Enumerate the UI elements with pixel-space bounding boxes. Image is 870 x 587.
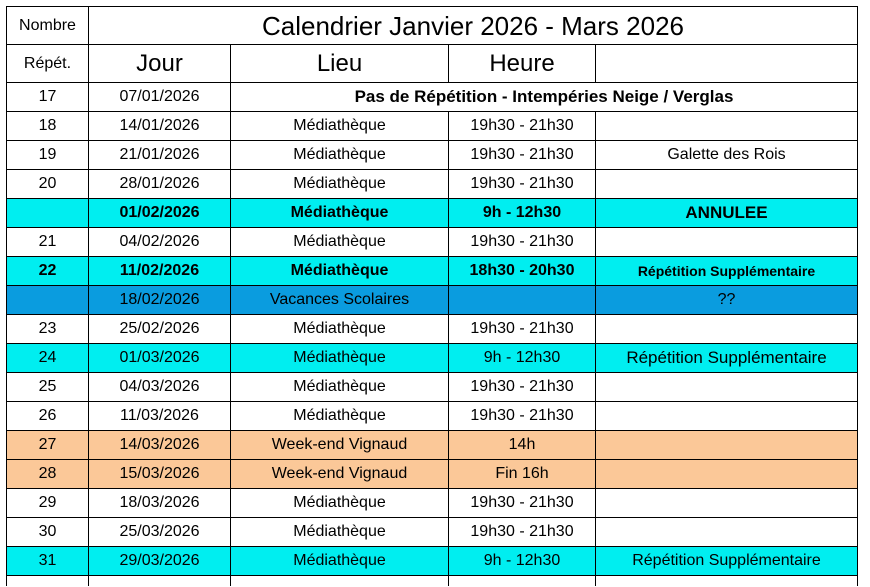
lieu-cell: Médiathèque bbox=[231, 228, 449, 257]
note-cell: Répétition Supplémentaire bbox=[596, 344, 858, 373]
lieu-cell: Week-end Vignaud bbox=[231, 431, 449, 460]
heure-cell: 19h30 - 21h30 bbox=[449, 141, 596, 170]
note-cell bbox=[596, 170, 858, 199]
table-row bbox=[7, 518, 858, 547]
empty-cell bbox=[231, 576, 449, 587]
table-row bbox=[7, 170, 858, 199]
repet-number: 29 bbox=[7, 489, 89, 518]
lieu-cell: Médiathèque bbox=[231, 170, 449, 199]
heure-cell: 9h - 12h30 bbox=[449, 199, 596, 228]
lieu-header: Lieu bbox=[231, 45, 449, 83]
note-cell bbox=[596, 460, 858, 489]
date-cell: 18/03/2026 bbox=[89, 489, 231, 518]
empty-cell bbox=[89, 576, 231, 587]
lieu-cell: Médiathèque bbox=[231, 402, 449, 431]
table-row bbox=[7, 228, 858, 257]
repet-number: 28 bbox=[7, 460, 89, 489]
lieu-cell: Médiathèque bbox=[231, 199, 449, 228]
repet-number: 21 bbox=[7, 228, 89, 257]
heure-cell: 19h30 - 21h30 bbox=[449, 228, 596, 257]
note-cell bbox=[596, 431, 858, 460]
repet-number: 26 bbox=[7, 402, 89, 431]
repet-number: 18 bbox=[7, 112, 89, 141]
note-cell: Répétition Supplémentaire bbox=[596, 547, 858, 576]
note-cell bbox=[596, 373, 858, 402]
table-row bbox=[7, 315, 858, 344]
note-cell: Répétition Supplémentaire bbox=[596, 257, 858, 286]
repet-number: 20 bbox=[7, 170, 89, 199]
date-cell: 01/02/2026 bbox=[89, 199, 231, 228]
heure-cell: Fin 16h bbox=[449, 460, 596, 489]
heure-cell: 19h30 - 21h30 bbox=[449, 489, 596, 518]
table-row bbox=[7, 460, 858, 489]
heure-cell: 19h30 - 21h30 bbox=[449, 373, 596, 402]
note-cell bbox=[596, 315, 858, 344]
calendar-table bbox=[6, 6, 858, 586]
repet-number: 19 bbox=[7, 141, 89, 170]
repet-header: Répét. bbox=[7, 45, 89, 83]
date-cell: 25/02/2026 bbox=[89, 315, 231, 344]
note-cell bbox=[596, 402, 858, 431]
note-cell bbox=[596, 489, 858, 518]
lieu-cell: Week-end Vignaud bbox=[231, 460, 449, 489]
note-cell bbox=[596, 112, 858, 141]
lieu-cell: Médiathèque bbox=[231, 141, 449, 170]
heure-cell: 19h30 - 21h30 bbox=[449, 112, 596, 141]
date-cell: 11/02/2026 bbox=[89, 257, 231, 286]
heure-cell bbox=[449, 286, 596, 315]
table-row bbox=[7, 373, 858, 402]
heure-cell: 18h30 - 20h30 bbox=[449, 257, 596, 286]
heure-cell: 19h30 - 21h30 bbox=[449, 518, 596, 547]
lieu-cell: Médiathèque bbox=[231, 315, 449, 344]
repet-number: 17 bbox=[7, 83, 89, 112]
repet-number: 22 bbox=[7, 257, 89, 286]
date-cell: 11/03/2026 bbox=[89, 402, 231, 431]
date-cell: 25/03/2026 bbox=[89, 518, 231, 547]
lieu-cell: Médiathèque bbox=[231, 489, 449, 518]
table-row bbox=[7, 141, 858, 170]
repet-number bbox=[7, 199, 89, 228]
note-cell bbox=[596, 518, 858, 547]
heure-cell: 19h30 - 21h30 bbox=[449, 402, 596, 431]
date-cell: 29/03/2026 bbox=[89, 547, 231, 576]
lieu-cell: Médiathèque bbox=[231, 257, 449, 286]
repet-number: 30 bbox=[7, 518, 89, 547]
heure-cell: 19h30 - 21h30 bbox=[449, 170, 596, 199]
repet-number: 25 bbox=[7, 373, 89, 402]
note-header bbox=[596, 45, 858, 83]
jour-header: Jour bbox=[89, 45, 231, 83]
date-cell: 14/03/2026 bbox=[89, 431, 231, 460]
repet-number: 27 bbox=[7, 431, 89, 460]
lieu-cell: Médiathèque bbox=[231, 112, 449, 141]
table-row bbox=[7, 199, 858, 228]
lieu-cell: Médiathèque bbox=[231, 344, 449, 373]
date-cell: 04/03/2026 bbox=[89, 373, 231, 402]
empty-cell bbox=[7, 576, 89, 587]
table-row bbox=[7, 402, 858, 431]
lieu-cell: Vacances Scolaires bbox=[231, 286, 449, 315]
date-cell: 07/01/2026 bbox=[89, 83, 231, 112]
date-cell: 21/01/2026 bbox=[89, 141, 231, 170]
heure-cell: 14h bbox=[449, 431, 596, 460]
lieu-cell: Médiathèque bbox=[231, 547, 449, 576]
empty-cell bbox=[449, 576, 596, 587]
calendar-title: Calendrier Janvier 2026 - Mars 2026 bbox=[89, 7, 858, 45]
repet-number bbox=[7, 286, 89, 315]
note-cell bbox=[596, 228, 858, 257]
date-cell: 01/03/2026 bbox=[89, 344, 231, 373]
calendar-body bbox=[7, 7, 858, 587]
date-cell: 14/01/2026 bbox=[89, 112, 231, 141]
note-cell: Galette des Rois bbox=[596, 141, 858, 170]
table-row bbox=[7, 344, 858, 373]
header-row-columns bbox=[7, 45, 858, 83]
repet-number: 24 bbox=[7, 344, 89, 373]
table-row bbox=[7, 83, 858, 112]
lieu-cell: Médiathèque bbox=[231, 518, 449, 547]
date-cell: 04/02/2026 bbox=[89, 228, 231, 257]
table-row bbox=[7, 112, 858, 141]
heure-cell: 9h - 12h30 bbox=[449, 547, 596, 576]
table-row bbox=[7, 431, 858, 460]
table-row bbox=[7, 547, 858, 576]
empty-cell bbox=[596, 576, 858, 587]
repet-number: 31 bbox=[7, 547, 89, 576]
heure-header: Heure bbox=[449, 45, 596, 83]
repet-number: 23 bbox=[7, 315, 89, 344]
lieu-cell: Médiathèque bbox=[231, 373, 449, 402]
date-cell: 28/01/2026 bbox=[89, 170, 231, 199]
heure-cell: 19h30 - 21h30 bbox=[449, 315, 596, 344]
date-cell: 18/02/2026 bbox=[89, 286, 231, 315]
nombre-header: Nombre bbox=[7, 7, 89, 45]
table-row bbox=[7, 257, 858, 286]
header-row-title bbox=[7, 7, 858, 45]
table-row bbox=[7, 286, 858, 315]
table-row bbox=[7, 489, 858, 518]
date-cell: 15/03/2026 bbox=[89, 460, 231, 489]
note-cell: ANNULEE bbox=[596, 199, 858, 228]
table-row-partial bbox=[7, 576, 858, 587]
heure-cell: 9h - 12h30 bbox=[449, 344, 596, 373]
notice-cell: Pas de Répétition - Intempéries Neige / Verglas bbox=[231, 83, 858, 112]
note-cell: ?? bbox=[596, 286, 858, 315]
